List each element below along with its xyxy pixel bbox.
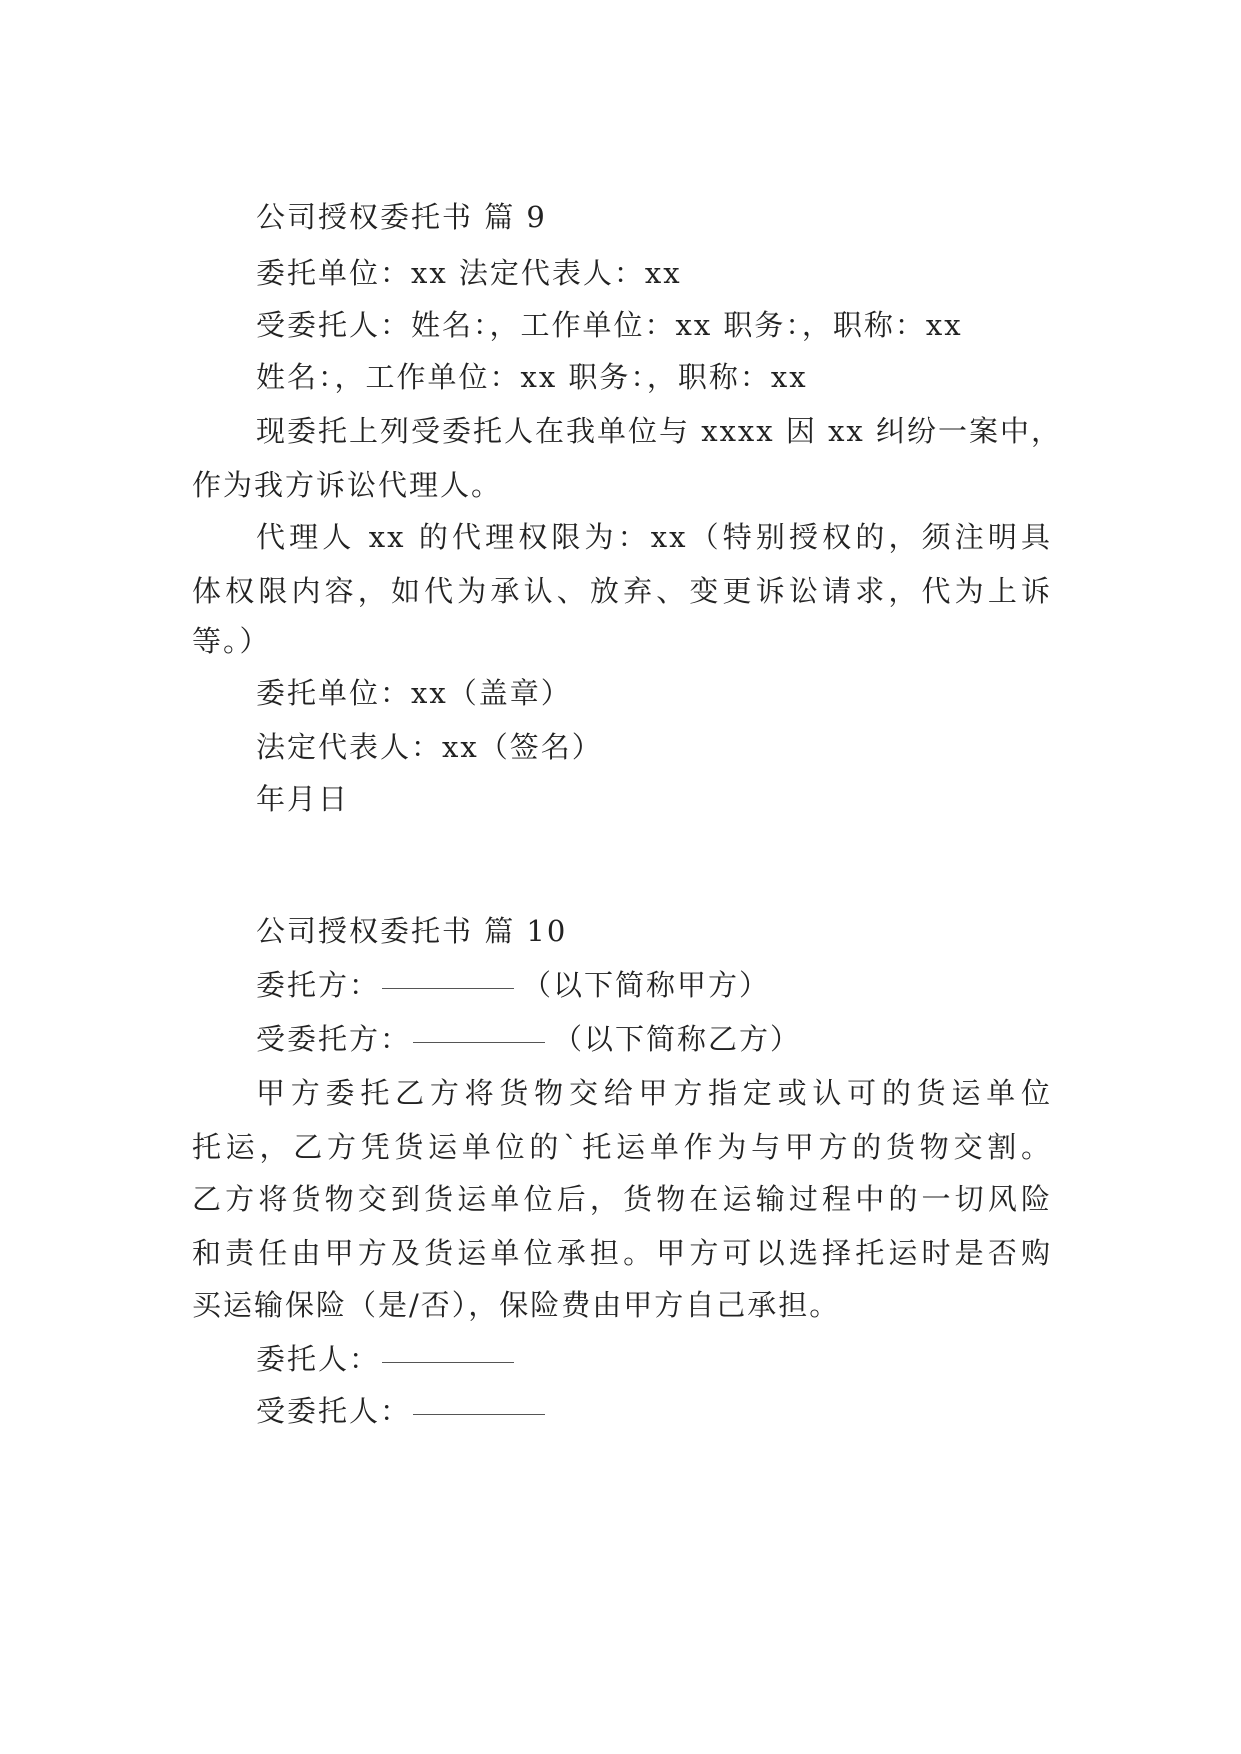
section10-paragraph-line4: 和责任由甲方及货运单位承担。甲方可以选择托运时是否购 (192, 1236, 1052, 1270)
section10-paragraph-line1: 甲方委托乙方将货物交给甲方指定或认可的货运单位 (256, 1076, 1052, 1110)
section9-trustee-line-1: 受委托人：姓名：，工作单位：xx 职务：，职称：xx (256, 308, 963, 342)
section10-trustee-label: 受委托人： (256, 1394, 412, 1428)
section10-paragraph-line3: 乙方将货物交到货运单位后，货物在运输过程中的一切风险 (192, 1182, 1052, 1216)
section10-client-line (256, 956, 1116, 1014)
section9-paragraph2-line3: 等。） (192, 624, 271, 658)
section9-paragraph1-line1: 现委托上列受委托人在我单位与 xxxx 因 xx 纠纷一案中， (256, 414, 1063, 448)
section10-agent-suffix: （以下简称乙方） (553, 1022, 802, 1056)
section10-trustee-line (256, 1382, 1116, 1440)
agent-blank-field (413, 1041, 545, 1043)
section10-principal-label: 委托人： (256, 1342, 381, 1376)
section9-paragraph2-line1: 代理人 xx 的代理权限为：xx（特别授权的，须注明具 (256, 520, 1052, 554)
section9-seal-line: 委托单位：xx（盖章） (256, 676, 572, 710)
section10-agent-line (256, 1010, 1116, 1068)
section9-principal-line: 委托单位：xx 法定代表人：xx (256, 256, 682, 290)
section9-paragraph2-line2: 体权限内容，如代为承认、放弃、变更诉讼请求，代为上诉 (192, 574, 1052, 608)
section10-client-label: 委托方： (256, 968, 381, 1002)
principal-blank-field (382, 1361, 514, 1363)
section10-paragraph-line5: 买运输保险（是/否），保险费由甲方自己承担。 (192, 1288, 841, 1322)
section9-signature-line: 法定代表人：xx（签名） (256, 730, 603, 764)
client-blank-field (382, 987, 514, 989)
section10-client-suffix: （以下简称甲方） (522, 968, 771, 1002)
section10-paragraph-line2: 托运，乙方凭货运单位的`托运单作为与甲方的货物交割。 (192, 1130, 1052, 1164)
section10-title: 公司授权委托书 篇 10 (256, 914, 568, 948)
section10-agent-label: 受委托方： (256, 1022, 412, 1056)
trustee-blank-field (413, 1413, 545, 1415)
section9-title: 公司授权委托书 篇 9 (256, 200, 547, 234)
section9-paragraph1-line2: 作为我方诉讼代理人。 (192, 468, 503, 502)
section9-trustee-line-2: 姓名：，工作单位：xx 职务：，职称：xx (256, 360, 808, 394)
section9-date-line: 年月日 (256, 782, 350, 816)
section10-principal-line (256, 1330, 1116, 1388)
